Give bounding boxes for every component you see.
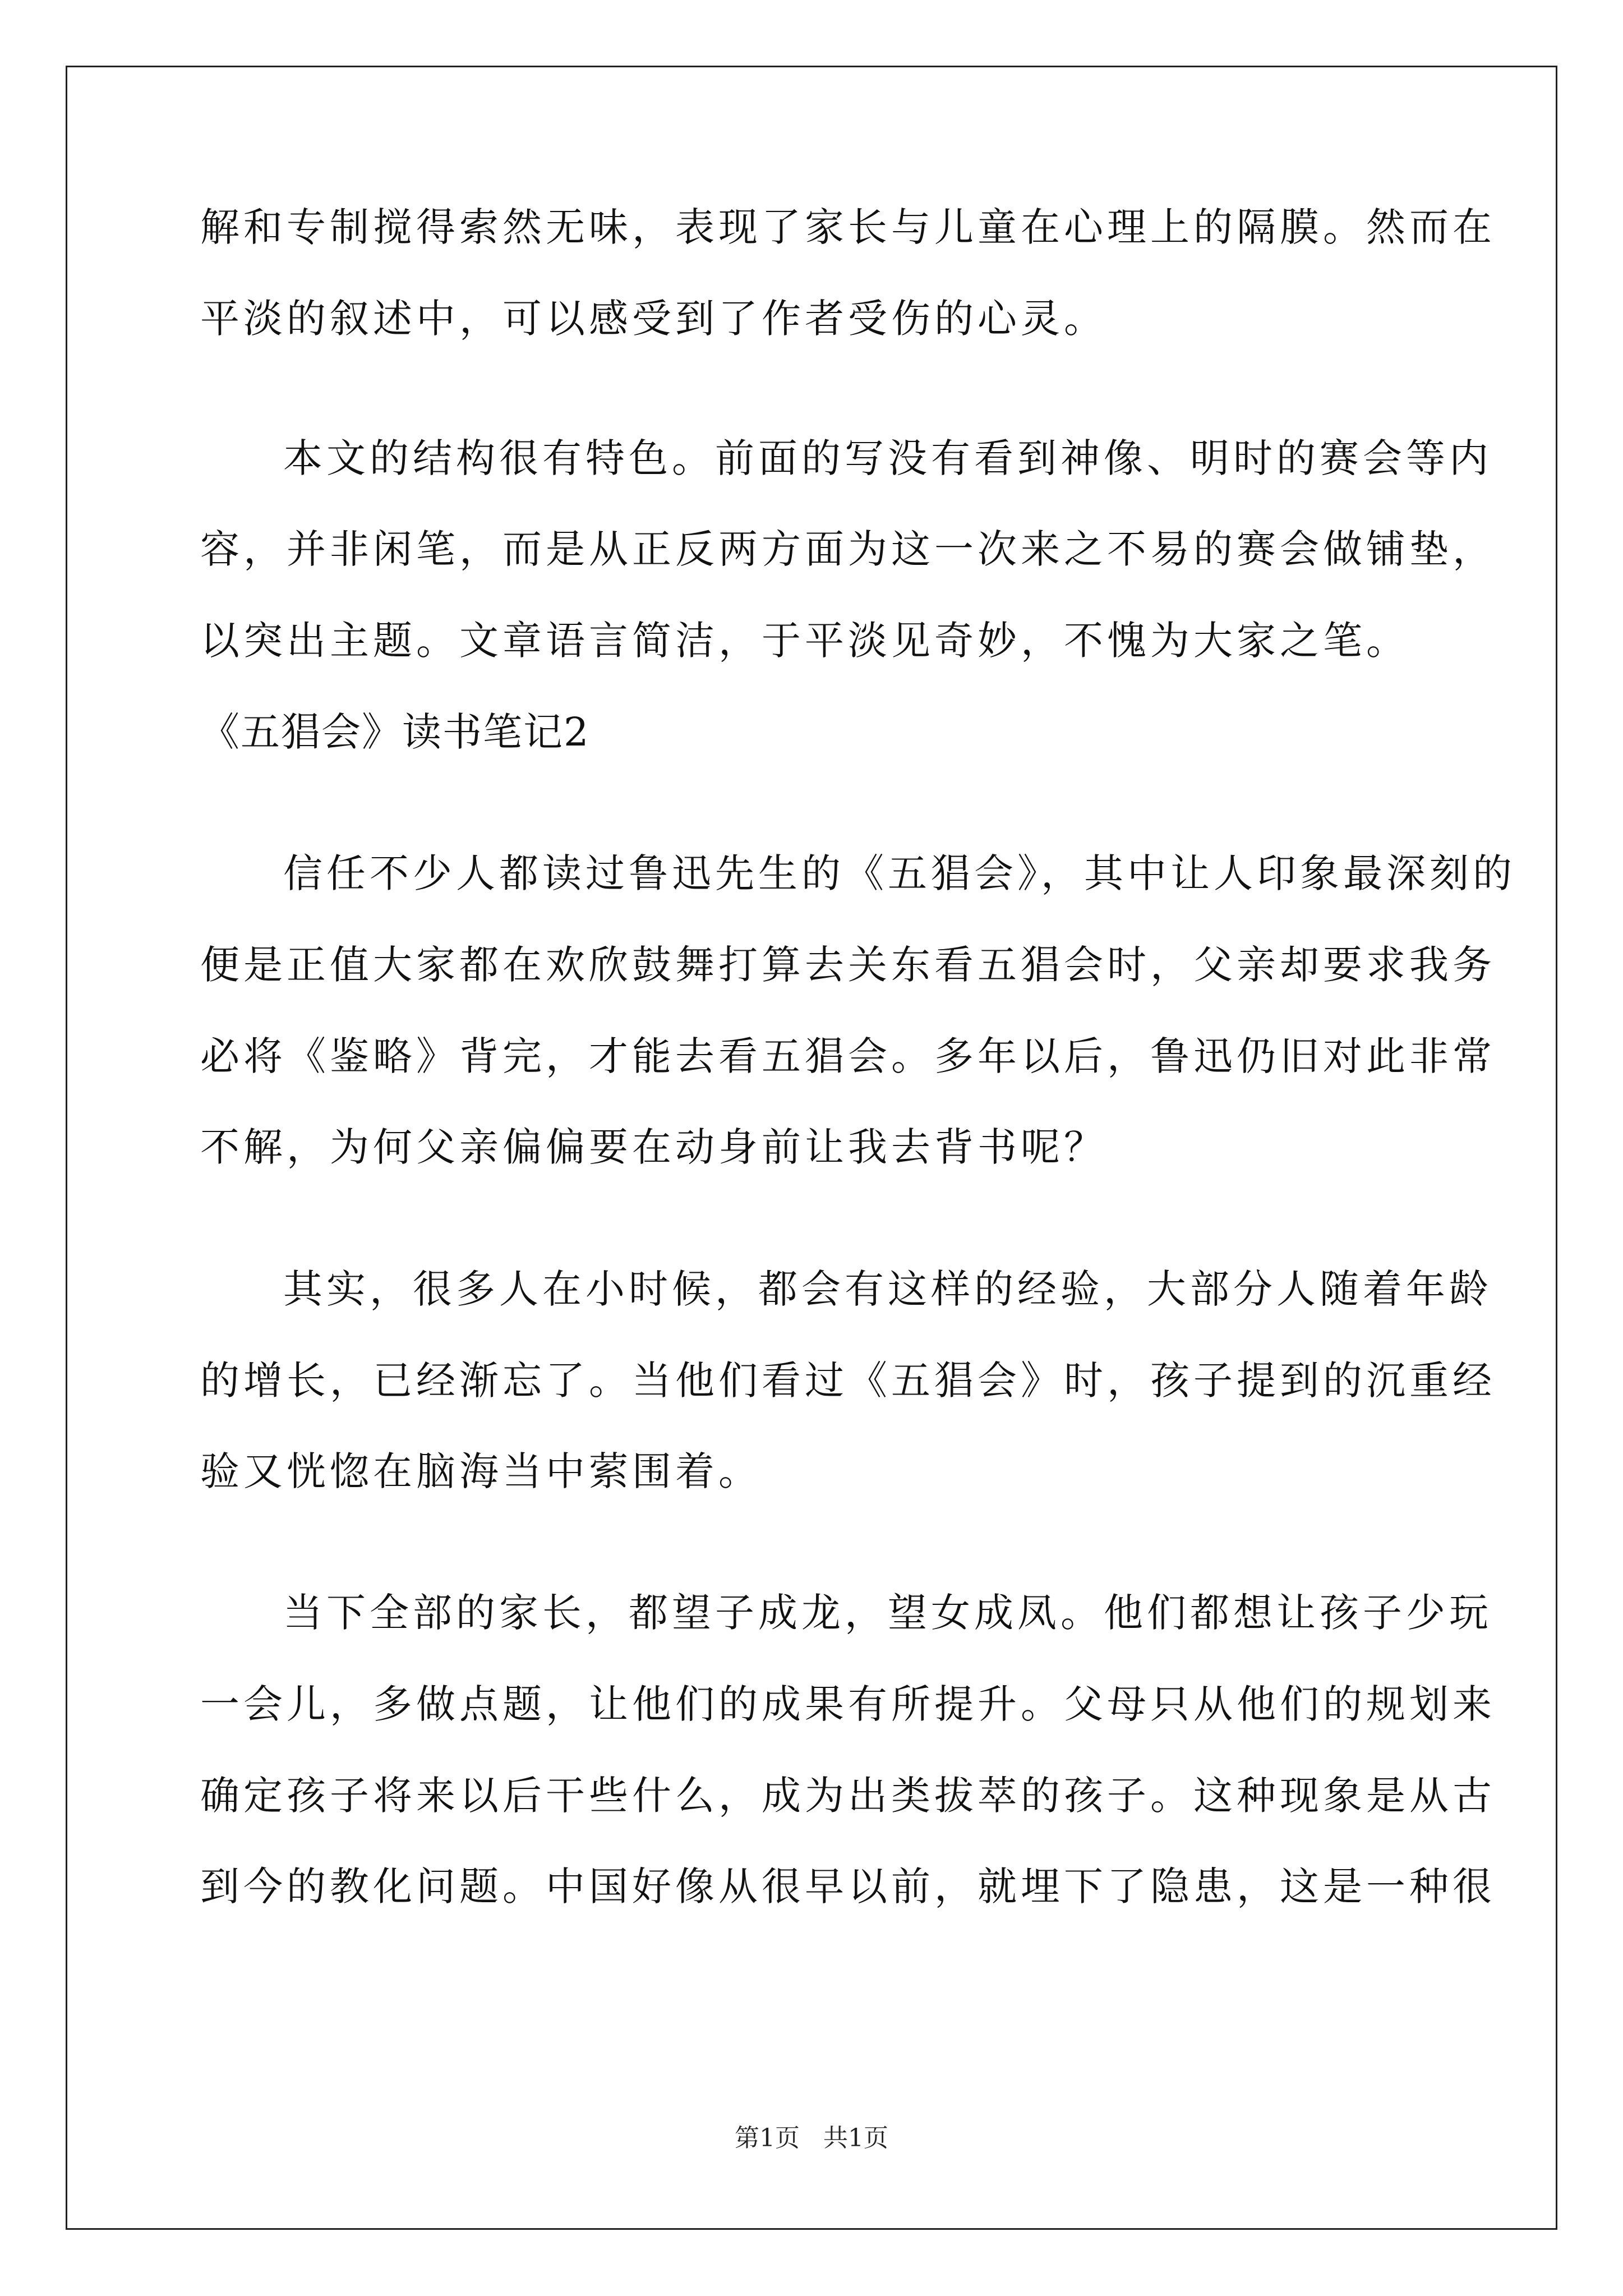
- paragraph-first-line: 本文的结构很有特色。前面的写没有看到神像、明时的赛会等内: [283, 435, 1492, 481]
- page-number-footer: 第1页 共1页: [735, 2124, 888, 2152]
- text-line: 确定孩子将来以后干些什么，成为出类拔萃的孩子。这种现象是从古: [200, 1773, 1496, 1819]
- text-line: 便是正值大家都在欢欣鼓舞打算去关东看五猖会时，父亲却要求我务: [200, 942, 1496, 988]
- paragraph-first-line: 信任不少人都读过鲁迅先生的《五猖会》，其中让人印象最深刻的: [283, 850, 1516, 896]
- text-line: 到今的教化问题。中国好像从很早以前，就埋下了隐患，这是一种很: [200, 1864, 1496, 1910]
- text-line: 不解，为何父亲偏偏要在动身前让我去背书呢？: [200, 1124, 1107, 1170]
- text-line: 的增长，已经渐忘了。当他们看过《五猖会》时，孩子提到的沉重经: [200, 1358, 1496, 1404]
- text-line: 验又恍惚在脑海当中萦围着。: [200, 1448, 762, 1494]
- text-line: 以突出主题。文章语言简洁，于平淡见奇妙，不愧为大家之笔。: [200, 618, 1409, 664]
- text-line: 必将《鉴略》背完，才能去看五猖会。多年以后，鲁迅仍旧对此非常: [200, 1033, 1496, 1079]
- paragraph-first-line: 其实，很多人在小时候，都会有这样的经验，大部分人随着年龄: [283, 1266, 1492, 1312]
- section-heading: 《五猖会》读书笔记2: [200, 709, 590, 755]
- text-line: 一会儿，多做点题，让他们的成果有所提升。父母只从他们的规划来: [200, 1681, 1496, 1727]
- text-line: 容，并非闲笔，而是从正反两方面为这一次来之不易的赛会做铺垫，: [200, 526, 1496, 572]
- text-line: 平淡的叙述中，可以感受到了作者受伤的心灵。: [200, 296, 1107, 342]
- text-line: 解和专制搅得索然无味，表现了家长与儿童在心理上的隔膜。然而在: [200, 204, 1496, 250]
- paragraph-first-line: 当下全部的家长，都望子成龙，望女成凤。他们都想让孩子少玩: [283, 1590, 1492, 1636]
